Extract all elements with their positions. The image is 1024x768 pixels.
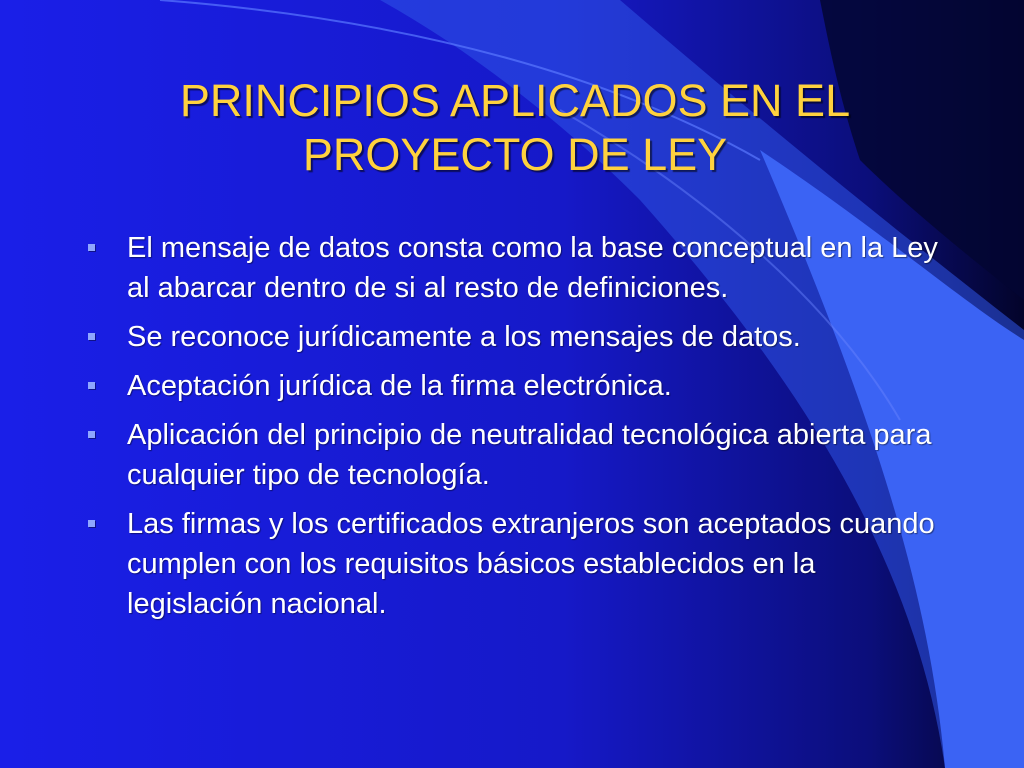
bullet-item-3 [82, 366, 942, 406]
square-bullet-icon [88, 431, 95, 438]
bullet-text-4: Aplicación del principio de neutralidad tecnológica abierta para cualquier tipo de tecnología. [127, 419, 932, 491]
bullet-item-1 [82, 228, 942, 308]
bullet-item-4 [82, 415, 942, 495]
slide-title [80, 74, 950, 182]
bullet-item-5 [82, 504, 942, 624]
square-bullet-icon [88, 244, 95, 251]
bullet-text-2: Se reconoce jurídicamente a los mensajes de datos. [127, 321, 801, 353]
slide-title-line-2: PROYECTO DE LEY [302, 129, 728, 180]
square-bullet-icon [88, 382, 95, 389]
square-bullet-icon [88, 333, 95, 340]
bullet-text-1: El mensaje de datos consta como la base conceptual en la Ley al abarcar dentro de si al resto de definiciones. [127, 232, 938, 304]
square-bullet-icon [88, 520, 95, 527]
bullet-text-5: Las firmas y los certificados extranjeros son aceptados cuando cumplen con los requisitos básicos establecidos en la legislación nacional. [127, 508, 935, 620]
bullet-item-2 [82, 317, 942, 357]
bullet-list [82, 228, 942, 633]
slide-title-line-1: PRINCIPIOS APLICADOS EN EL [179, 75, 851, 126]
bullet-text-3: Aceptación jurídica de la firma electrónica. [127, 370, 672, 402]
